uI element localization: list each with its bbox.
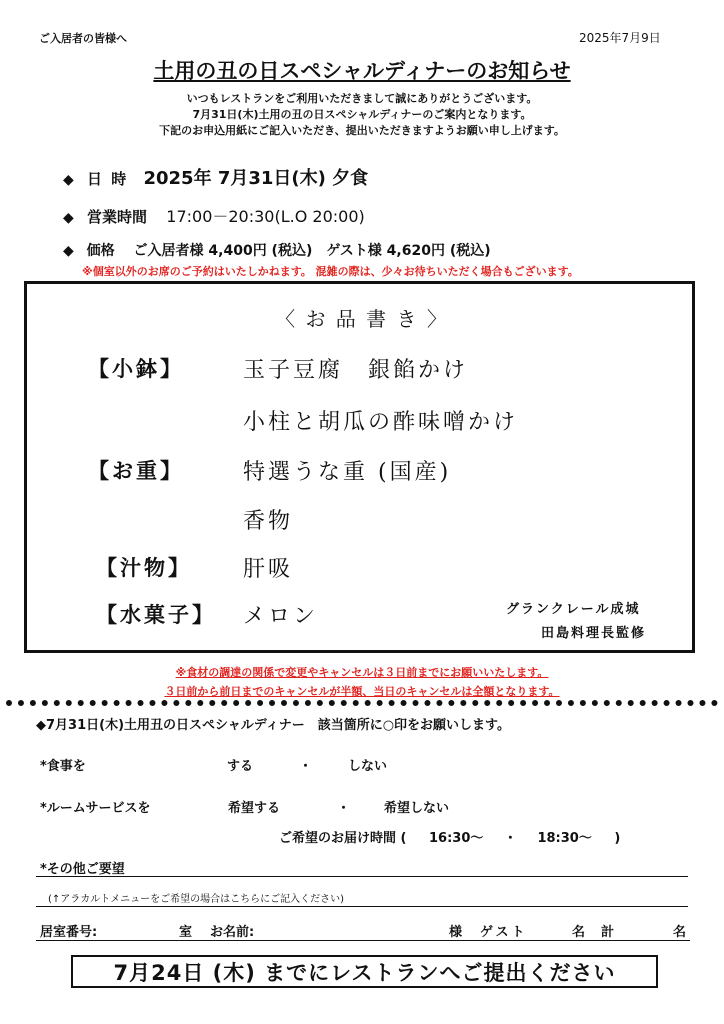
hours-value: 17:00－20:30(L.O 20:00): [166, 207, 365, 226]
meal-separator: ・: [299, 759, 313, 774]
dish-melon: メロン: [243, 604, 319, 629]
delivery-time-row: [279, 827, 620, 846]
intro-text: [0, 91, 724, 139]
intro-line-3: 下記のお申込用紙にご記入いただき、提出いただきますようお願い申し上げます。: [159, 124, 565, 137]
recipient: ご入居者の皆様へ: [39, 32, 127, 45]
bullet-diamond-icon: ◆: [63, 210, 74, 226]
room-suffix: 室: [179, 925, 193, 940]
guest-label: ゲスト: [480, 925, 528, 940]
delivery-time-label: ご希望のお届け時間 (: [279, 831, 407, 846]
meal-option-yes[interactable]: する: [227, 759, 254, 774]
deadline-text: 7月24日 (木) までにレストランへご提出ください: [113, 960, 616, 985]
price-row: [63, 240, 491, 260]
cut-line-divider: [6, 700, 718, 706]
room-service-separator: ・: [337, 801, 351, 816]
price-label: 価格: [86, 243, 115, 259]
guest-count-suffix: 名: [572, 925, 586, 940]
datetime-row: [63, 164, 368, 190]
delivery-time-option-1630[interactable]: 16:30～: [429, 831, 484, 846]
dish-konomono: 香物: [243, 509, 294, 534]
dish-kimosui: 肝吸: [243, 557, 294, 582]
meal-option-no[interactable]: しない: [348, 759, 388, 774]
name-label: お名前:: [210, 925, 255, 940]
hours-row: [63, 204, 365, 227]
room-service-label: *ルームサービスを: [40, 801, 151, 816]
course-category-mizugashi: 【水菓子】: [96, 602, 216, 627]
hours-label: 営業時間: [87, 208, 148, 226]
total-label: 計: [601, 925, 615, 940]
price-value: ご入居者様 4,400円 (税込) ゲスト様 4,620円 (税込): [133, 243, 491, 259]
document-date: 2025年7月9日: [579, 31, 661, 45]
intro-line-2: 7月31日(木)土用の丑の日スペシャルディナーのご案内となります。: [192, 108, 532, 121]
cancel-notice-1: ※食材の調達の関係で変更やキャンセルは３日前までにお願いいたします。: [175, 666, 549, 679]
meal-label: *食事を: [40, 759, 86, 774]
dish-tamago-dofu: 玉子豆腐 銀餡かけ: [243, 358, 469, 383]
bullet-diamond-icon: ◆: [63, 243, 74, 259]
other-requests-line-2[interactable]: [36, 906, 688, 907]
supervisor-line-1: グランクレール成城: [506, 602, 641, 617]
room-number-label: 居室番号:: [40, 925, 98, 940]
other-requests-line[interactable]: [36, 876, 688, 877]
supervisor-line-2: 田島料理長監修: [541, 626, 647, 641]
sama-suffix: 様: [449, 925, 463, 940]
dish-unaju: 特選うな重 (国産): [243, 460, 452, 485]
course-category-shirumono: 【汁物】: [96, 555, 192, 580]
delivery-time-close: ): [614, 831, 621, 846]
room-service-option-yes[interactable]: 希望する: [228, 801, 281, 816]
cancel-notice-2: ３日前から前日までのキャンセルが半額、当日のキャンセルは全額となります。: [164, 685, 560, 698]
delivery-time-separator: ・: [503, 831, 517, 846]
deadline-notice: [71, 955, 658, 988]
page-title: 土用の丑の日スペシャルディナーのお知らせ: [153, 59, 571, 83]
delivery-time-option-1830[interactable]: 18:30～: [537, 831, 592, 846]
intro-line-1: いつもレストランをご利用いただきまして誠にありがとうございます。: [186, 92, 538, 105]
seating-note: ※個室以外のお席のご予約はいたしかねます。 混雑の際は、少々お待ちいただく場合もございます。: [82, 265, 579, 278]
form-heading: ◆7月31日(木)土用丑の日スペシャルディナー 該当箇所に○印をお願いします。: [36, 718, 511, 733]
bullet-diamond-icon: ◆: [63, 172, 74, 188]
menu-heading: 〈 お 品 書 き 〉: [275, 307, 449, 331]
other-requests-label: *その他ご要望: [40, 862, 125, 877]
other-requests-hint: (↑アラカルトメニューをご希望の場合はこちらにご記入ください): [48, 894, 345, 905]
name-entry-line[interactable]: [36, 940, 690, 941]
room-service-option-no[interactable]: 希望しない: [384, 801, 450, 816]
datetime-label: 日 時: [87, 170, 129, 188]
dish-kobashira: 小柱と胡瓜の酢味噌かけ: [243, 410, 519, 435]
course-category-ojuu: 【お重】: [88, 458, 184, 483]
total-count-suffix: 名: [673, 925, 687, 940]
course-category-kobachi: 【小鉢】: [88, 356, 184, 381]
datetime-value: 2025年 7月31日(木) 夕食: [143, 168, 369, 189]
